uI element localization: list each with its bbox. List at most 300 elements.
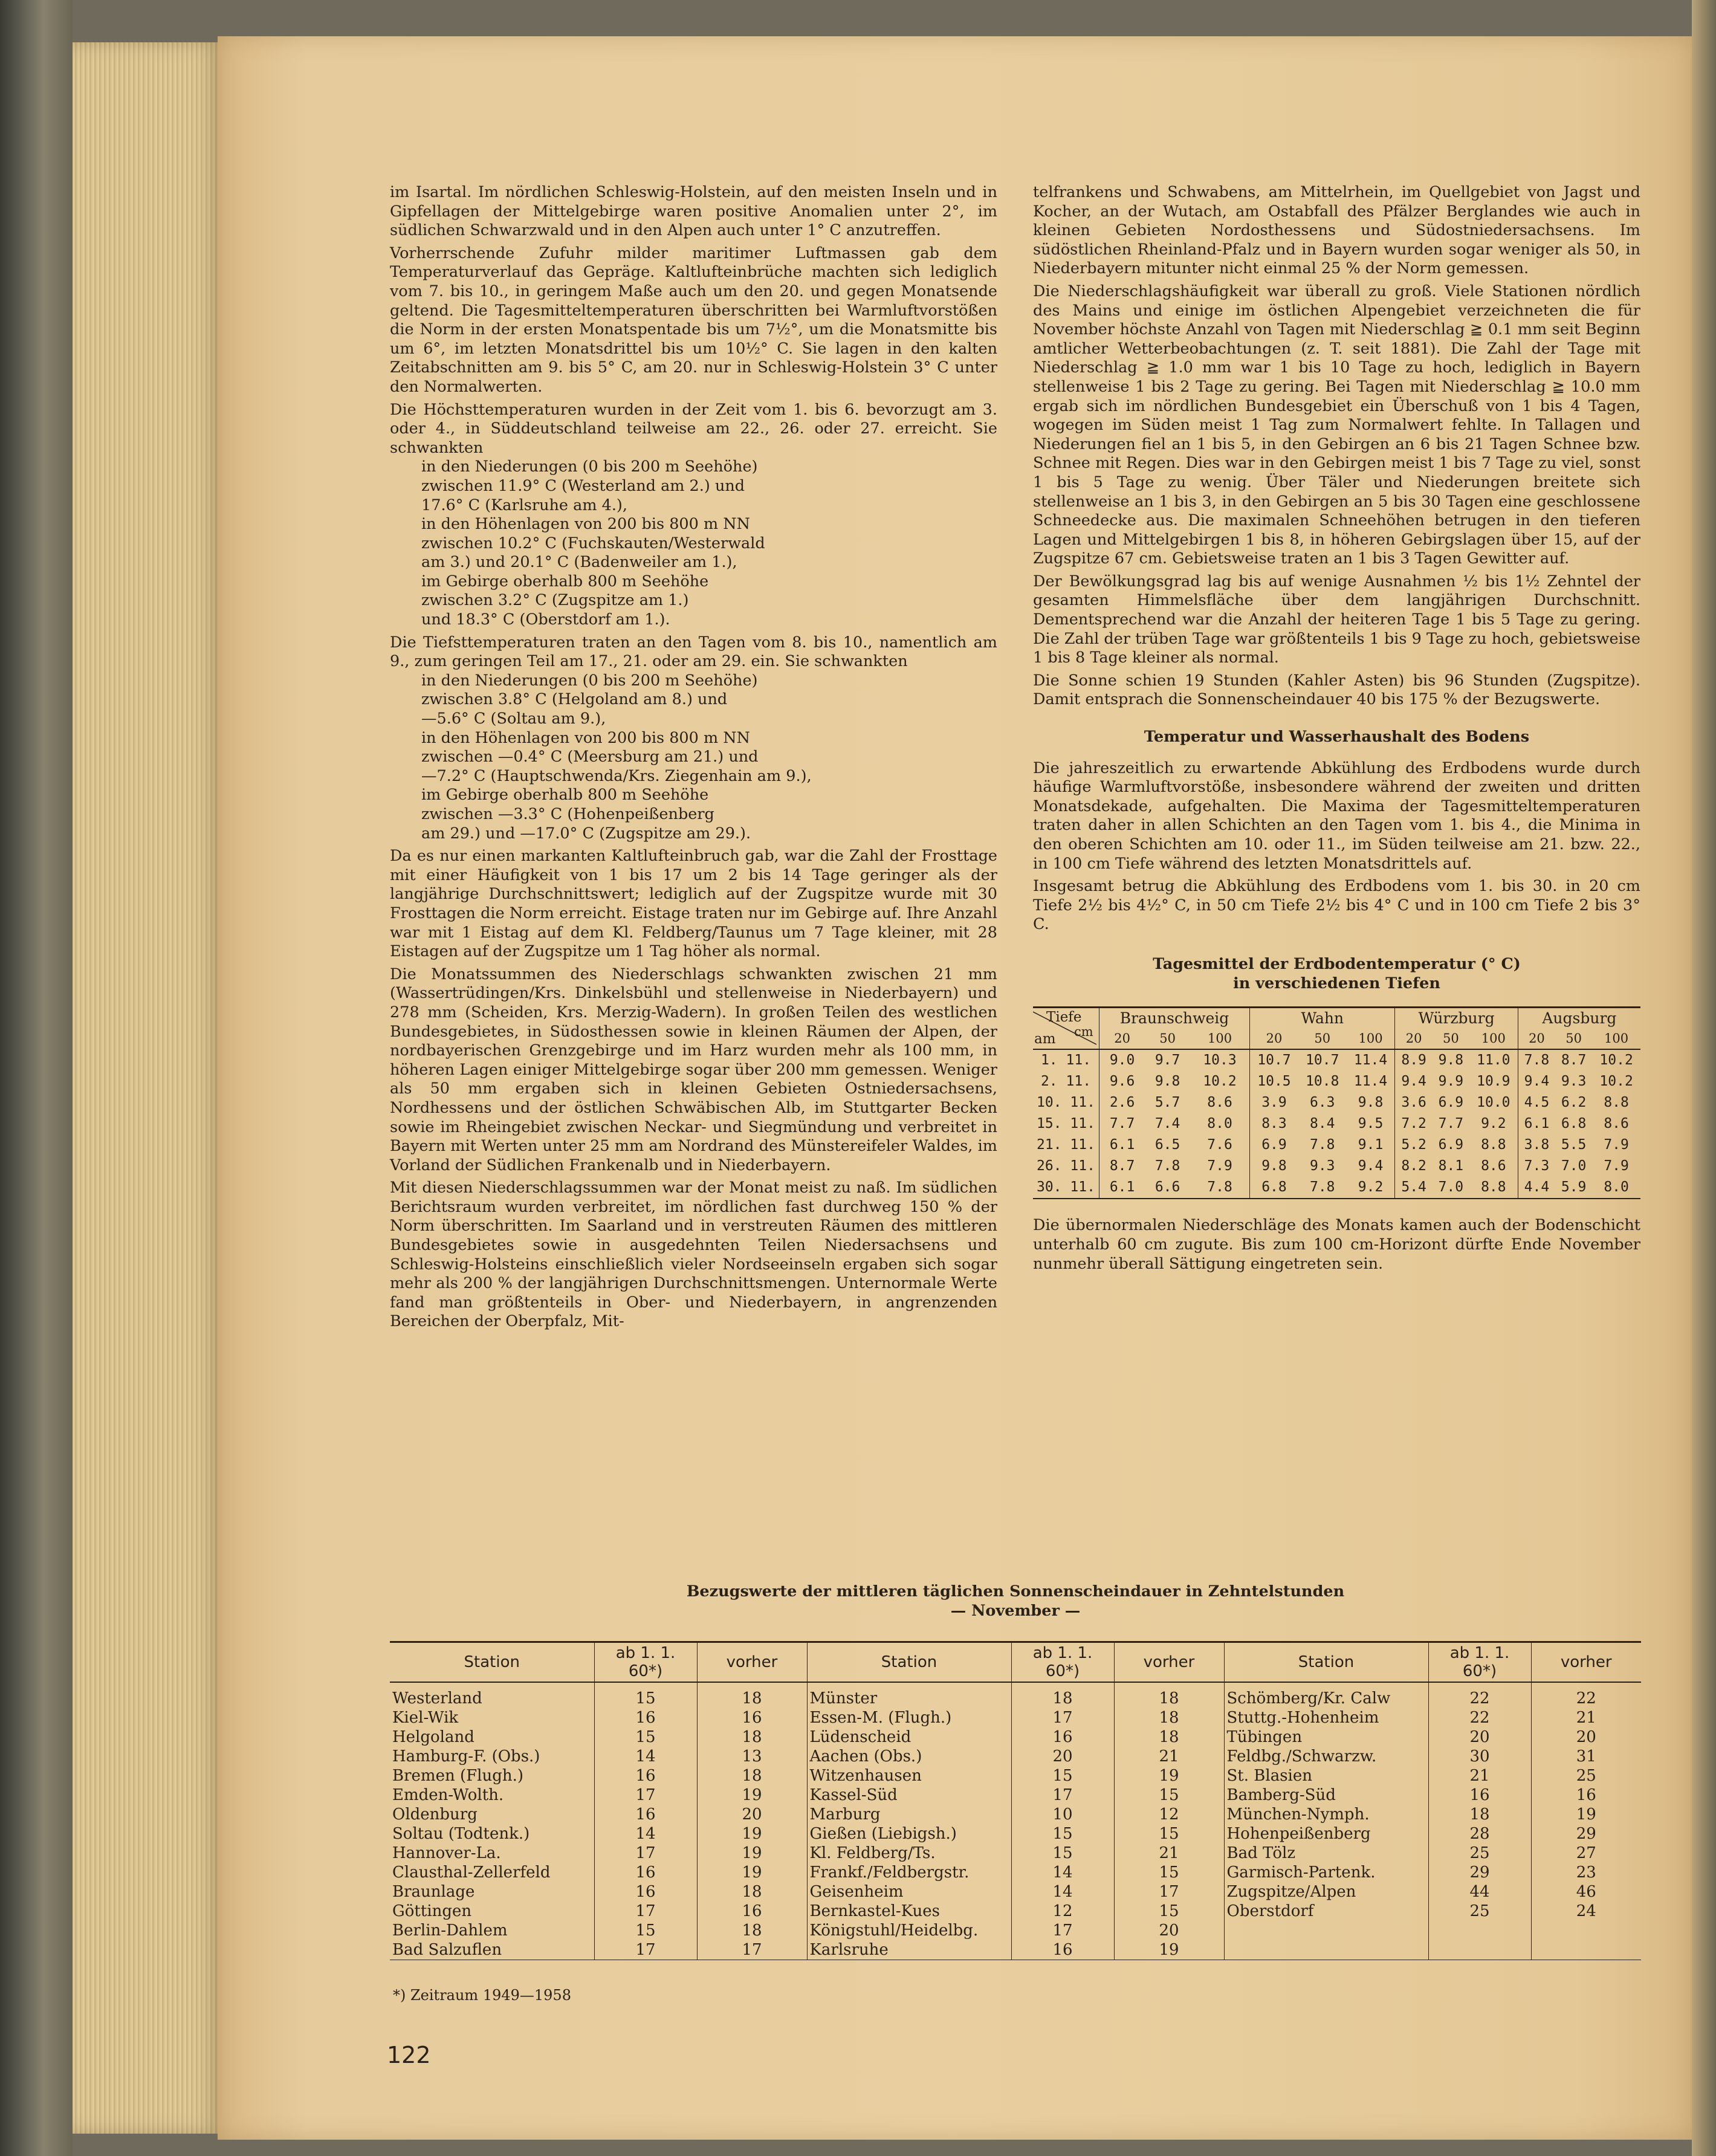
temperature-cell: 9.4 — [1518, 1071, 1555, 1092]
column-header: vorher — [1531, 1642, 1641, 1683]
temperature-cell: 2.6 — [1099, 1092, 1145, 1113]
temperature-cell: 5.5 — [1561, 1137, 1587, 1153]
station-header: Würzburg — [1395, 1008, 1518, 1029]
value-cell: 17 — [1114, 1882, 1224, 1902]
value-cell — [1531, 1921, 1641, 1940]
temperature-cell: 11.0 — [1477, 1052, 1510, 1069]
temperature-cell: 9.4 — [1358, 1158, 1384, 1174]
table-row — [1033, 1049, 1640, 1071]
station-cell: Braunlage — [392, 1883, 475, 1902]
table-row — [390, 1940, 1641, 1960]
list-line: zwischen 3.2° C (Zugspitze am 1.) — [421, 591, 689, 610]
book-spine-edge — [0, 0, 73, 2156]
temperature-cell: 7.8 — [1309, 1137, 1335, 1153]
paragraph: im Isartal. Im nördlichen Schleswig-Holstein, auf den meisten Inseln und in Gipfellagen der Mittelgebirge waren positive Anomalien unter 2°, im südlichen Schwarzwald und in den Alpen auch unter 1° C anzutreffen. — [390, 183, 997, 240]
value-cell: 17 — [1011, 1785, 1114, 1805]
value-cell: 20 — [1011, 1747, 1114, 1766]
temperature-cell: 6.1 — [1099, 1177, 1145, 1199]
temperature-cell: 5.4 — [1395, 1177, 1433, 1199]
table-row — [1033, 1071, 1640, 1092]
temperature-cell: 8.4 — [1309, 1116, 1335, 1132]
station-cell: Stuttg.-Hohenheim — [1224, 1708, 1428, 1727]
value-cell: 21 — [1114, 1844, 1224, 1863]
table-row — [390, 1921, 1641, 1940]
temperature-cell: 10.0 — [1477, 1095, 1510, 1111]
table-row — [1033, 1177, 1640, 1199]
station-cell: Aachen (Obs.) — [807, 1747, 1011, 1766]
temperature-cell: 9.4 — [1395, 1071, 1433, 1092]
temperature-cell: 8.6 — [1604, 1116, 1629, 1132]
table-row — [390, 1882, 1641, 1902]
table-title — [1033, 955, 1640, 993]
station-cell: Königstuhl/Heidelbg. — [807, 1921, 1011, 1940]
station-cell: Garmisch-Partenk. — [1224, 1863, 1428, 1882]
station-header: Braunschweig — [1099, 1008, 1250, 1029]
station-cell: Soltau (Todtenk.) — [392, 1825, 530, 1844]
temperature-cell: 10.9 — [1477, 1073, 1510, 1090]
station-cell: Westerland — [392, 1689, 482, 1708]
value-cell: 44 — [1428, 1882, 1531, 1902]
temperature-cell: 7.7 — [1438, 1116, 1464, 1132]
temperature-cell: 9.8 — [1250, 1156, 1298, 1177]
list-line: —5.6° C (Soltau am 9.), — [421, 710, 606, 728]
temperature-cell: 6.2 — [1561, 1095, 1587, 1111]
date-cell: 15. 11. — [1037, 1116, 1095, 1132]
soil-table-body — [1033, 1049, 1640, 1199]
value-cell: 22 — [1428, 1708, 1531, 1727]
list-line: zwischen —3.3° C (Hohenpeißenberg — [421, 805, 714, 823]
value-cell: 19 — [697, 1785, 807, 1805]
temperature-cell: 6.6 — [1145, 1177, 1190, 1199]
value-cell: 14 — [594, 1747, 697, 1766]
station-cell: Berlin-Dahlem — [392, 1921, 508, 1940]
depth-header-row — [1033, 1029, 1640, 1050]
value-cell: 15 — [1011, 1824, 1114, 1844]
paragraph: Da es nur einen markanten Kaltlufteinbruch gab, war die Zahl der Frosttage mit einer Häufigkeit von 1 bis 17 um 2 bis 14 Tage geringer als der langjährige Durchschnittswert; lediglich auf der Zugspitze wurde mit 30 Frosttagen die Norm erreicht. Eistage traten nur im Gebirge auf. Ihre Anzahl war mit 1 Eistag auf dem Kl. Feldberg/Taunus um 7 Tage kleiner, mit 28 Eistagen auf der Zugspitze um 1 Tag höher als normal. — [390, 847, 997, 961]
station-cell: Marburg — [807, 1805, 1011, 1824]
list-line: am 3.) und 20.1° C (Badenweiler am 1.), — [421, 553, 737, 572]
value-cell: 19 — [1531, 1805, 1641, 1824]
station-cell: Kiel-Wik — [392, 1709, 459, 1727]
sunshine-header-row — [390, 1642, 1641, 1683]
temperature-cell: 8.9 — [1395, 1049, 1433, 1071]
value-cell: 17 — [697, 1940, 807, 1960]
depth-header: 50 — [1433, 1029, 1469, 1050]
temperature-cell: 7.9 — [1604, 1158, 1629, 1174]
station-cell: Hohenpeißenberg — [1224, 1824, 1428, 1844]
temperature-cell: 7.6 — [1207, 1137, 1232, 1153]
date-cell: 21. 11. — [1037, 1137, 1095, 1153]
station-cell: St. Blasien — [1224, 1766, 1428, 1785]
table-row — [390, 1747, 1641, 1766]
temperature-cell: 6.9 — [1250, 1135, 1298, 1156]
station-cell: Karlsruhe — [807, 1940, 1011, 1960]
station-cell: München-Nymph. — [1224, 1805, 1428, 1824]
temperature-cell: 8.3 — [1250, 1113, 1298, 1135]
list-line: zwischen 11.9° C (Westerland am 2.) und — [421, 476, 745, 495]
temperature-cell: 9.1 — [1358, 1137, 1384, 1153]
value-cell: 21 — [1531, 1708, 1641, 1727]
value-cell: 14 — [594, 1824, 697, 1844]
column-header: ab 1. 1. 60*) — [1428, 1642, 1531, 1683]
date-cell: 2. 11. — [1040, 1073, 1092, 1090]
depth-header: 50 — [1145, 1029, 1190, 1050]
sunshine-reference-table — [390, 1641, 1641, 1960]
value-cell — [1428, 1921, 1531, 1940]
sunshine-table-subtitle: — November — — [950, 1601, 1081, 1620]
list-line: in den Höhenlagen von 200 bis 800 m NN — [421, 728, 750, 747]
date-cell: 30. 11. — [1033, 1177, 1099, 1199]
value-cell: 16 — [1011, 1940, 1114, 1960]
list-line: in den Niederungen (0 bis 200 m Seehöhe) — [421, 671, 758, 690]
station-cell: Kassel-Süd — [807, 1785, 1011, 1805]
station-cell: Bremen (Flugh.) — [392, 1767, 524, 1785]
temperature-cell: 6.1 — [1518, 1113, 1555, 1135]
temperature-cell: 10.2 — [1599, 1073, 1633, 1090]
temperature-cell: 10.3 — [1203, 1052, 1237, 1069]
station-cell: Kl. Feldberg/Ts. — [807, 1844, 1011, 1863]
value-cell: 16 — [594, 1708, 697, 1727]
value-cell: 29 — [1531, 1824, 1641, 1844]
list-line: zwischen —0.4° C (Meersburg am 21.) und — [421, 748, 759, 766]
station-cell: Tübingen — [1224, 1727, 1428, 1747]
value-cell: 18 — [697, 1727, 807, 1747]
temperature-cell: 8.6 — [1481, 1158, 1506, 1174]
temperature-cell: 8.2 — [1395, 1156, 1433, 1177]
station-cell: Bad Salzuflen — [390, 1940, 594, 1960]
temperature-cell: 11.4 — [1353, 1073, 1388, 1090]
temperature-cell: 8.8 — [1604, 1095, 1629, 1111]
temperature-cell: 8.0 — [1207, 1116, 1232, 1132]
paragraph: telfrankens und Schwabens, am Mittelrhein, im Quellgebiet von Jagst und Kocher, an der Wutach, am Ostabfall des Pfälzer Berglandes wie auch in kleinen Gebieten Nordosthessens und Südostniedersachsens. Im südöstlichen Rheinland-Pfalz und in Bayern wurden sogar weniger als 50, in Niederbayern mitunter nicht einmal 25 % der Norm gemessen. — [1033, 183, 1640, 278]
station-cell — [1224, 1921, 1428, 1940]
table-title-line: in verschiedenen Tiefen — [1233, 974, 1440, 992]
station-cell: Bad Tölz — [1224, 1844, 1428, 1863]
temperature-cell: 7.8 — [1298, 1177, 1347, 1199]
station-cell: Frankf./Feldbergstr. — [807, 1863, 1011, 1882]
table-row — [390, 1708, 1641, 1727]
temperature-cell: 6.5 — [1154, 1137, 1180, 1153]
station-cell: Helgoland — [392, 1728, 474, 1747]
depth-header: 50 — [1298, 1029, 1347, 1050]
soil-temperature-table — [1033, 1006, 1640, 1199]
value-cell: 18 — [1114, 1682, 1224, 1708]
list-line: im Gebirge oberhalb 800 m Seehöhe — [421, 572, 709, 591]
column-header: vorher — [1114, 1642, 1224, 1683]
value-cell — [1531, 1940, 1641, 1960]
value-cell: 27 — [1531, 1844, 1641, 1863]
temperature-cell: 9.3 — [1561, 1073, 1587, 1090]
station-cell: Hannover-La. — [392, 1844, 501, 1863]
value-cell: 19 — [1114, 1940, 1224, 1960]
value-cell: 19 — [697, 1863, 807, 1882]
value-cell: 17 — [594, 1844, 697, 1863]
temperature-cell: 9.8 — [1438, 1052, 1464, 1069]
station-cell: Essen-M. (Flugh.) — [807, 1708, 1011, 1727]
temperature-cell: 9.5 — [1358, 1116, 1384, 1132]
value-cell: 12 — [1114, 1805, 1224, 1824]
value-cell: 15 — [594, 1727, 697, 1747]
list-line: in den Höhenlagen von 200 bis 800 m NN — [421, 515, 750, 534]
temperature-cell: 9.9 — [1438, 1073, 1464, 1090]
temperature-cell: 9.8 — [1358, 1095, 1384, 1111]
value-cell: 20 — [1531, 1727, 1641, 1747]
max-temperature-list — [390, 458, 997, 629]
table-row — [1033, 1113, 1640, 1135]
temperature-cell: 9.3 — [1309, 1158, 1335, 1174]
value-cell: 19 — [697, 1824, 807, 1844]
paragraph: Die jahreszeitlich zu erwartende Abkühlung des Erdbodens wurde durch häufige Warmluftvorstöße, insbesondere während der zweiten und dritten Monatsdekade, aufgehalten. Die Maxima der Tagesmitteltemperaturen traten daher in allen Schichten an den Tagen vom 1. bis 4., die Minima in den oberen Schichten am 10. oder 11., im Süden teilweise am 21. bzw. 22., in 100 cm Tiefe während des letzten Monatsdrittels auf. — [1033, 759, 1640, 873]
corner-unit-label: cm — [1074, 1025, 1093, 1040]
temperature-cell: 7.8 — [1518, 1049, 1555, 1071]
table-row — [390, 1766, 1641, 1785]
value-cell: 16 — [594, 1882, 697, 1902]
value-cell: 31 — [1531, 1747, 1641, 1766]
value-cell: 15 — [594, 1682, 697, 1708]
paragraph: Die Tiefsttemperaturen traten an den Tagen vom 8. bis 10., namentlich am 9., zum geringen Teil am 17., 21. oder am 29. ein. Sie schwankten — [390, 633, 997, 671]
value-cell: 22 — [1531, 1682, 1641, 1708]
value-cell: 16 — [594, 1863, 697, 1882]
depth-header: 20 — [1099, 1029, 1145, 1050]
list-line: —7.2° C (Hauptschwenda/Krs. Ziegenhain am 9.), — [421, 766, 812, 785]
depth-header: 20 — [1518, 1029, 1555, 1050]
station-cell: Geisenheim — [807, 1882, 1011, 1902]
temperature-cell: 3.9 — [1250, 1092, 1298, 1113]
value-cell: 21 — [1114, 1747, 1224, 1766]
value-cell: 24 — [1531, 1902, 1641, 1921]
sunshine-table-title: Bezugswerte der mittleren täglichen Sonnenscheindauer in Zehntelstunden — [686, 1582, 1345, 1601]
value-cell: 15 — [1011, 1766, 1114, 1785]
paragraph: Die Niederschlagshäufigkeit war überall zu groß. Viele Stationen nördlich des Mains und einige im östlichen Alpengebiet verzeichneten die für November höchste Anzahl von Tagen mit Niederschlag ≧ 0.1 mm seit Beginn amtlicher Wetterbeobachtungen (z. T. seit 1881). Die Zahl der Tage mit Niederschlag ≧ 1.0 mm war 1 bis 10 Tage zu hoch, lediglich in Bayern stellenweise 1 bis 2 Tage zu gering. Bei Tagen mit Niederschlag ≧ 10.0 mm ergab sich im nördlichen Bundesgebiet ein Überschuß von 1 bis 4 Tagen, wogegen im Süden meist 1 Tag zum Normalwert fehlte. In Tallagen und Niederungen fiel an 1 bis 5, in den Gebirgen an 6 bis 21 Tagen Schnee bzw. Schnee mit Regen. Dies war in den Gebirgen meist 1 bis 7 Tage zu viel, sonst 1 bis 5 Tage zu wenig. Über Täler und Niederungen breitete sich stellenweise an 1 bis 3, in den Gebirgen an 5 bis 30 Tagen eine geschlossene Schneedecke aus. Die maximalen Schneehöhen betrugen in den tieferen Lagen und Mittelgebirgen 1 bis 8, in höheren Gebirgslagen über 15, auf der Zugspitze 67 cm. Gebietsweise traten an 1 bis 3 Tagen Gewitter auf. — [1033, 282, 1640, 568]
value-cell: 12 — [1011, 1902, 1114, 1921]
value-cell: 18 — [1114, 1708, 1224, 1727]
sunshine-reference-section — [390, 1582, 1641, 1960]
table-row — [1033, 1156, 1640, 1177]
table-row — [1033, 1092, 1640, 1113]
value-cell: 29 — [1428, 1863, 1531, 1882]
list-line: im Gebirge oberhalb 800 m Seehöhe — [421, 786, 709, 804]
value-cell: 14 — [1011, 1863, 1114, 1882]
list-line: und 18.3° C (Oberstdorf am 1.). — [421, 610, 670, 629]
value-cell: 25 — [1428, 1902, 1531, 1921]
value-cell: 16 — [594, 1766, 697, 1785]
table-row — [390, 1844, 1641, 1863]
temperature-cell: 7.8 — [1154, 1158, 1180, 1174]
value-cell: 17 — [1011, 1708, 1114, 1727]
temperature-cell: 6.9 — [1438, 1137, 1464, 1153]
footnote: *) Zeitraum 1949—1958 — [393, 1987, 571, 2004]
page-stack-edge — [73, 42, 224, 2134]
temperature-cell: 7.0 — [1433, 1177, 1469, 1199]
min-temperature-list — [390, 672, 997, 843]
book-binding-right — [1692, 0, 1716, 2156]
corner-date-label: am — [1034, 1031, 1056, 1047]
value-cell: 46 — [1531, 1882, 1641, 1902]
paragraph: Die übernormalen Niederschläge des Monats kamen auch der Bodenschicht unterhalb 60 cm zugute. Bis zum 100 cm-Horizont dürfte Ende November nunmehr überall Sättigung eingetreten sein. — [1033, 1216, 1640, 1273]
temperature-cell: 8.7 — [1561, 1052, 1587, 1069]
column-header: ab 1. 1. 60*) — [1011, 1642, 1114, 1683]
temperature-cell: 5.7 — [1154, 1095, 1180, 1111]
value-cell: 25 — [1428, 1844, 1531, 1863]
table-row — [390, 1805, 1641, 1824]
station-cell — [1224, 1940, 1428, 1960]
station-cell: Witzenhausen — [807, 1766, 1011, 1785]
temperature-cell: 10.2 — [1203, 1073, 1237, 1090]
temperature-cell: 9.2 — [1347, 1177, 1395, 1199]
depth-header: 20 — [1250, 1029, 1298, 1050]
date-cell: 10. 11. — [1037, 1095, 1095, 1111]
temperature-cell: 4.4 — [1518, 1177, 1555, 1199]
column-header: vorher — [697, 1642, 807, 1683]
table-row — [390, 1682, 1641, 1708]
temperature-cell: 9.0 — [1099, 1049, 1145, 1071]
section-heading: Temperatur und Wasserhaushalt des Bodens — [1144, 728, 1530, 746]
sunshine-table-body — [390, 1682, 1641, 1960]
table-row — [1033, 1135, 1640, 1156]
value-cell: 15 — [1114, 1902, 1224, 1921]
value-cell: 22 — [1428, 1682, 1531, 1708]
temperature-cell: 6.1 — [1099, 1135, 1145, 1156]
depth-header: 100 — [1347, 1029, 1395, 1050]
value-cell: 15 — [1114, 1785, 1224, 1805]
value-cell: 16 — [1428, 1785, 1531, 1805]
station-cell: Bernkastel-Kues — [807, 1902, 1011, 1921]
temperature-cell: 8.0 — [1592, 1177, 1640, 1199]
value-cell: 19 — [1114, 1766, 1224, 1785]
date-cell: 26. 11. — [1037, 1158, 1095, 1174]
temperature-cell: 9.7 — [1154, 1052, 1180, 1069]
value-cell: 14 — [1011, 1882, 1114, 1902]
temperature-cell: 11.4 — [1353, 1052, 1388, 1069]
temperature-cell: 6.8 — [1250, 1177, 1298, 1199]
station-cell: Münster — [807, 1682, 1011, 1708]
station-cell: Oldenburg — [392, 1805, 478, 1824]
station-cell: Clausthal-Zellerfeld — [392, 1863, 551, 1882]
value-cell: 18 — [1114, 1727, 1224, 1747]
value-cell: 13 — [697, 1747, 807, 1766]
column-header: Station — [390, 1642, 594, 1683]
station-cell: Zugspitze/Alpen — [1224, 1882, 1428, 1902]
station-header: Augsburg — [1518, 1008, 1640, 1029]
value-cell: 21 — [1428, 1766, 1531, 1785]
temperature-cell: 9.2 — [1481, 1116, 1506, 1132]
list-line: in den Niederungen (0 bis 200 m Seehöhe) — [421, 458, 758, 476]
value-cell: 18 — [697, 1766, 807, 1785]
temperature-cell: 7.0 — [1561, 1158, 1587, 1174]
temperature-cell: 5.2 — [1395, 1135, 1433, 1156]
value-cell: 15 — [1114, 1824, 1224, 1844]
value-cell: 18 — [1428, 1805, 1531, 1824]
station-cell: Bamberg-Süd — [1224, 1785, 1428, 1805]
right-column — [1033, 183, 1640, 1277]
value-cell: 20 — [697, 1805, 807, 1824]
station-cell: Oberstdorf — [1224, 1902, 1428, 1921]
value-cell: 17 — [594, 1902, 697, 1921]
paragraph: Insgesamt betrug die Abkühlung des Erdbodens vom 1. bis 30. in 20 cm Tiefe 2½ bis 4½° C, in 50 cm Tiefe 2½ bis 4° C und in 100 cm Tiefe 2 bis 3° C. — [1033, 877, 1640, 934]
temperature-cell: 10.5 — [1250, 1071, 1298, 1092]
temperature-cell: 8.6 — [1207, 1095, 1232, 1111]
value-cell: 17 — [594, 1785, 697, 1805]
station-cell: Lüdenscheid — [807, 1727, 1011, 1747]
temperature-cell: 6.8 — [1561, 1116, 1587, 1132]
depth-header: 20 — [1395, 1029, 1433, 1050]
temperature-cell: 10.8 — [1306, 1073, 1339, 1090]
list-line: zwischen 10.2° C (Fuchskauten/Westerwald — [421, 534, 765, 552]
value-cell: 23 — [1531, 1863, 1641, 1882]
paragraph: Mit diesen Niederschlagssummen war der Monat meist zu naß. Im südlichen Berichtsraum wurden verbreitet, im nördlichen fast durchweg 150 % der Norm überschritten. Im Saarland und in verstreuten Räumen des mittleren Bundesgebietes sowie in ausgedehnten Teilen Niedersachsens und Schleswig-Holsteins einschließlich vieler Nordseeinseln ergaben sich sogar mehr als 200 % der langjährigen Durchschnittsmengen. Unternormale Werte fand man größtenteils in Ober- und Niederbayern, in angrenzenden Bereichen der Oberpfalz, Mit- — [390, 1179, 997, 1331]
table-title-line: Tagesmittel der Erdbodentemperatur (° C) — [1153, 954, 1521, 973]
paragraph: Die Monatssummen des Niederschlags schwankten zwischen 21 mm (Wassertrüdingen/Krs. Dinkelsbühl und stellenweise in Niederbayern) und 278 mm (Scheiden, Krs. Merzig-Wadern). In großen Teilen des westlichen Bundesgebietes, in Südosthessen sowie in kleinen Räumen der Alpen, der nordbayerischen Grenzgebirge und im Harz wurden mehr als 100 mm, in höheren Lagen einiger Mittelgebirge sogar über 200 mm gemessen. Weniger als 50 mm ergaben sich in kleinen Gebieten Ostniedersachsens, Nordhessens und der östlichen Schwäbischen Alb, im Stuttgarter Becken sowie im Rheingebiet zwischen Neckar- und Siegmündung und verbreitet in Bayern mit Werten unter 25 mm am Nordrand des Münstereifeler Waldes, im Vorland der Südlichen Frankenalb und in Niederbayern. — [390, 965, 997, 1174]
temperature-cell: 7.2 — [1395, 1113, 1433, 1135]
temperature-cell: 8.1 — [1438, 1158, 1464, 1174]
station-cell: Emden-Wolth. — [392, 1786, 504, 1805]
temperature-cell: 6.3 — [1309, 1095, 1335, 1111]
station-cell: Schömberg/Kr. Calw — [1224, 1682, 1428, 1708]
temperature-cell: 7.9 — [1207, 1158, 1232, 1174]
table-row — [390, 1824, 1641, 1844]
temperature-cell: 10.7 — [1306, 1052, 1339, 1069]
temperature-cell: 9.6 — [1099, 1071, 1145, 1092]
paragraph: Vorherrschende Zufuhr milder maritimer Luftmassen gab dem Temperaturverlauf das Gepräge. Kaltlufteinbrüche machten sich lediglich vom 7. bis 10., in geringem Maße auch um den 20. und gegen Monatsende geltend. Die Tagesmitteltemperaturen überschritten bei Warmluftvorstößen die Norm in der ersten Monatspentade bis um 7½°, um die Monatsmitte bis um 6°, im letzten Monatsdrittel bis um 10½° C. Sie lagen in den kalten Zeitabschnitten am 9. bis 5° C, am 20. nur in Schleswig-Holstein 3° C unter den Normalwerten. — [390, 244, 997, 396]
corner-depth-label: Tiefe — [1046, 1009, 1082, 1026]
value-cell — [1428, 1940, 1531, 1960]
station-cell: Göttingen — [392, 1902, 472, 1921]
list-line: 17.6° C (Karlsruhe am 4.), — [421, 496, 627, 514]
table-row — [390, 1727, 1641, 1747]
column-header: Station — [1224, 1642, 1428, 1683]
value-cell: 16 — [697, 1708, 807, 1727]
value-cell: 19 — [697, 1844, 807, 1863]
temperature-cell: 10.2 — [1599, 1052, 1633, 1069]
station-cell: Feldbg./Schwarzw. — [1224, 1747, 1428, 1766]
depth-header: 100 — [1469, 1029, 1518, 1050]
paragraph: Die Sonne schien 19 Stunden (Kahler Asten) bis 96 Stunden (Zugspitze). Damit entsprach die Sonnenscheindauer 40 bis 175 % der Bezugswerte. — [1033, 671, 1640, 709]
paragraph: Die Höchsttemperaturen wurden in der Zeit vom 1. bis 6. bevorzugt am 3. oder 4., in Süddeutschland teilweise am 22., 26. oder 27. erreicht. Sie schwankten — [390, 400, 997, 457]
value-cell: 25 — [1531, 1766, 1641, 1785]
value-cell: 16 — [1531, 1785, 1641, 1805]
value-cell: 20 — [1114, 1921, 1224, 1940]
value-cell: 15 — [594, 1921, 697, 1940]
list-line: zwischen 3.8° C (Helgoland am 8.) und — [421, 690, 728, 709]
value-cell: 17 — [1011, 1921, 1114, 1940]
left-column — [390, 183, 997, 1335]
table-corner-header — [1033, 1008, 1099, 1050]
temperature-cell: 4.5 — [1518, 1092, 1555, 1113]
temperature-cell: 8.8 — [1469, 1177, 1518, 1199]
temperature-cell: 8.7 — [1099, 1156, 1145, 1177]
list-line: am 29.) und —17.0° C (Zugspitze am 29.). — [421, 824, 751, 843]
value-cell: 28 — [1428, 1824, 1531, 1844]
temperature-cell: 7.7 — [1099, 1113, 1145, 1135]
temperature-cell: 7.8 — [1190, 1177, 1250, 1199]
temperature-cell: 9.8 — [1154, 1073, 1180, 1090]
value-cell: 30 — [1428, 1747, 1531, 1766]
paragraph: Der Bewölkungsgrad lag bis auf wenige Ausnahmen ½ bis 1½ Zehntel der gesamten Himmelsfläche über dem langjährigen Durchschnitt. Dementsprechend war die Anzahl der heiteren Tage 1 bis 5 Tage zu gering. Die Zahl der trüben Tage war größtenteils 1 bis 9 Tage zu hoch, gebietsweise 1 bis 8 Tage kleiner als normal. — [1033, 572, 1640, 667]
value-cell: 18 — [697, 1682, 807, 1708]
table-row — [390, 1863, 1641, 1882]
temperature-cell: 3.6 — [1395, 1092, 1433, 1113]
value-cell: 10 — [1011, 1805, 1114, 1824]
depth-header: 100 — [1592, 1029, 1640, 1050]
value-cell: 17 — [594, 1940, 697, 1960]
temperature-cell: 10.7 — [1250, 1049, 1298, 1071]
table-row — [390, 1785, 1641, 1805]
value-cell: 16 — [697, 1902, 807, 1921]
station-cell: Gießen (Liebigsh.) — [807, 1824, 1011, 1844]
temperature-cell: 5.9 — [1555, 1177, 1592, 1199]
column-header: ab 1. 1. 60*) — [594, 1642, 697, 1683]
temperature-cell: 8.8 — [1481, 1137, 1506, 1153]
